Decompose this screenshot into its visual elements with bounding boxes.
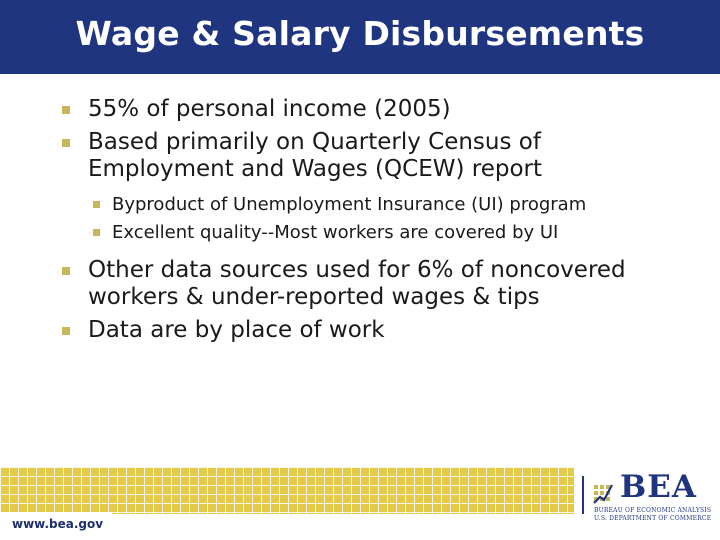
sub-bullet-text: Excellent quality--Most workers are covered by UI (112, 222, 559, 243)
bullet-text: Other data sources used for 6% of noncovered workers & under-reported wages & tips (88, 257, 626, 310)
square-bullet-icon (93, 201, 100, 208)
bullet-text: Data are by place of work (88, 317, 385, 343)
footer-divider (582, 476, 584, 514)
bullet-item (62, 257, 682, 311)
sub-bullet-item (93, 193, 682, 217)
square-bullet-icon (62, 267, 70, 275)
sub-bullet-list (62, 193, 682, 245)
bullet-item (62, 317, 682, 344)
square-bullet-icon (62, 106, 70, 114)
sub-bullet-item (93, 221, 682, 245)
footer-url-link[interactable]: www.bea.gov (12, 517, 104, 531)
square-bullet-icon (93, 229, 100, 236)
logo-subtitle-department: U.S. DEPARTMENT OF COMMERCE (594, 515, 712, 522)
bullet-list (62, 257, 682, 344)
sub-bullet-text: Byproduct of Unemployment Insurance (UI) program (112, 194, 587, 215)
logo-wordmark: BEA (620, 469, 697, 505)
slide-title: Wage & Salary Disbursements (75, 14, 645, 53)
square-bullet-icon (62, 327, 70, 335)
title-bar (0, 0, 720, 74)
bullet-item (62, 96, 682, 123)
slide-content (62, 96, 682, 350)
bullet-text: 55% of personal income (2005) (88, 96, 451, 122)
footer-decorative-grid (0, 467, 574, 514)
bullet-item (62, 129, 682, 183)
logo-subtitle-bureau: BUREAU OF ECONOMIC ANALYSIS (594, 507, 712, 514)
square-bullet-icon (62, 139, 70, 147)
bullet-list (62, 96, 682, 183)
bullet-text: Based primarily on Quarterly Census of Employment and Wages (QCEW) report (88, 129, 543, 182)
